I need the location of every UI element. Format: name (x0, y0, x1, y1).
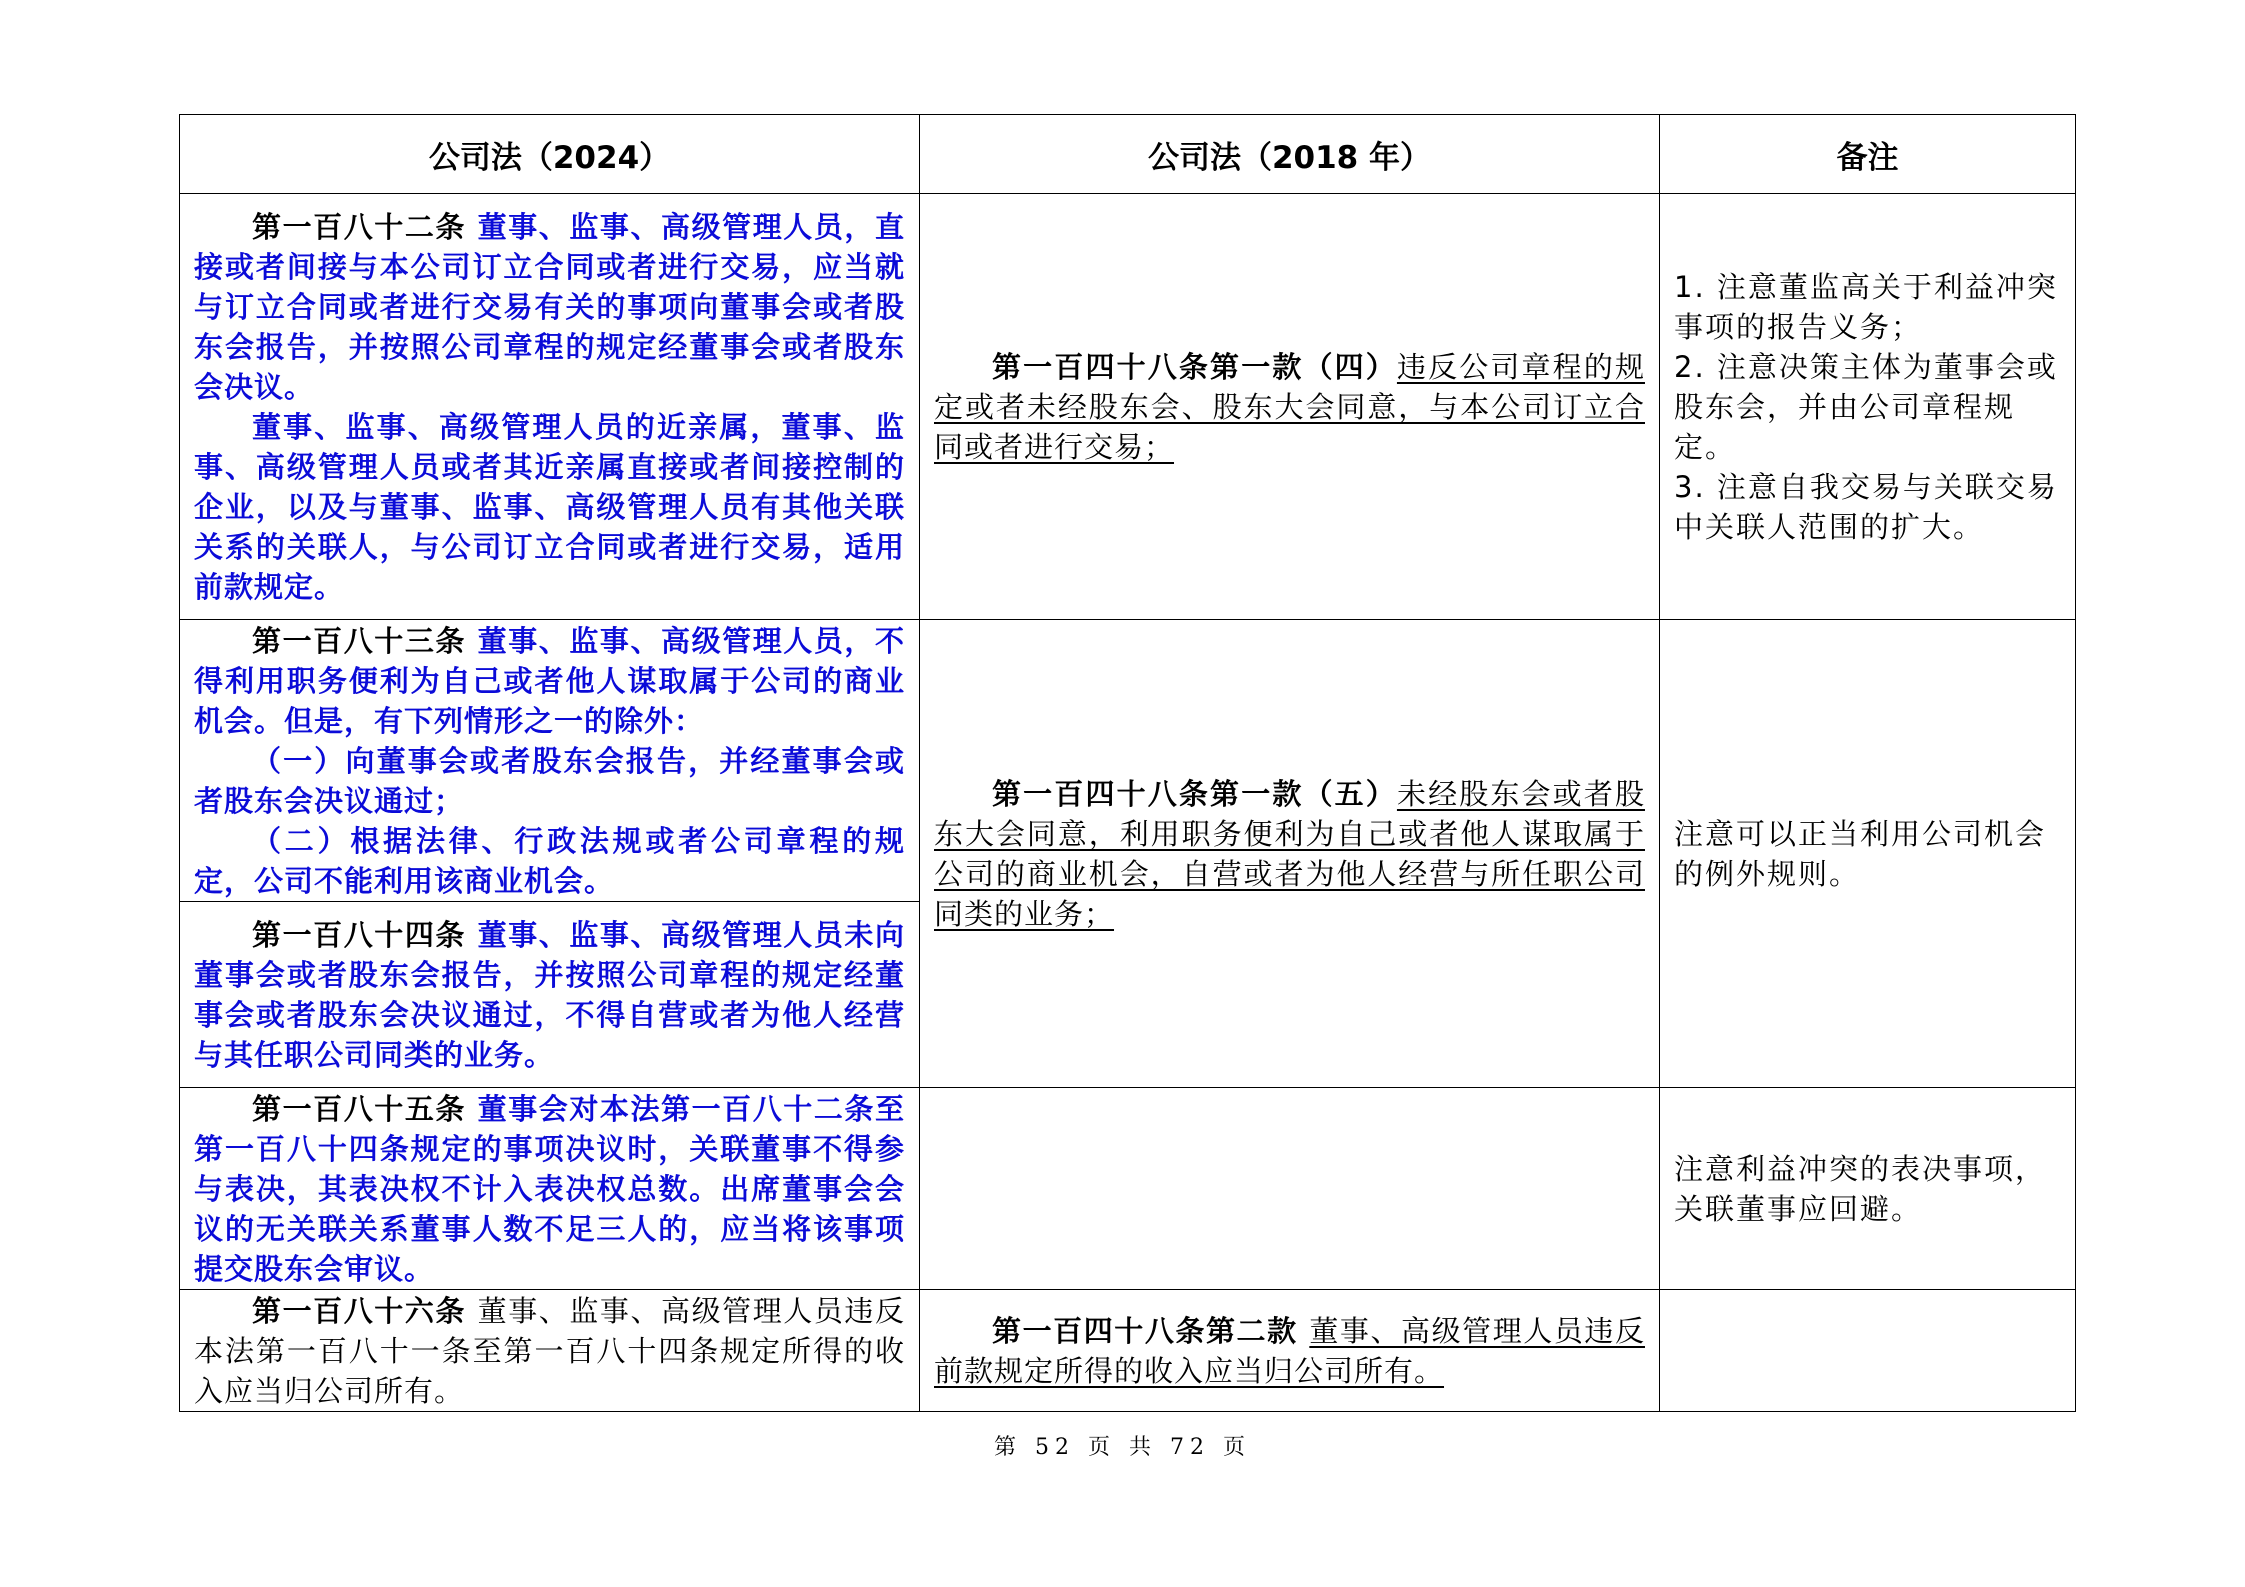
article-paragraph (194, 621, 905, 741)
article-paragraph (194, 915, 905, 1075)
old-article-paragraph (934, 347, 1645, 467)
old-law-cell (920, 1290, 1660, 1412)
article-title: 第一百八十二条 (252, 209, 478, 244)
table-row (180, 620, 2076, 902)
article-paragraph (194, 821, 905, 901)
old-article-paragraph (934, 1311, 1645, 1391)
header-2024: 公司法（2024） (180, 115, 920, 194)
article-text: 董事、监事、高级管理人员的近亲属，董事、监事、高级管理人员或者其近亲属直接或者间接控制的企业，以及与董事、监事、高级管理人员有其他关联关系的关联人，与公司订立合同或者进行交易，适用前款规定。 (194, 409, 905, 604)
old-article-title: 第一百四十八条第一款（四） (992, 349, 1397, 384)
old-article-title: 第一百四十八条第一款（五） (992, 776, 1397, 811)
notes-cell (1660, 620, 2076, 1088)
notes-cell (1660, 1290, 2076, 1412)
comparison-table (179, 114, 2076, 1412)
header-2018: 公司法（2018 年） (920, 115, 1660, 194)
article-title: 第一百八十三条 (252, 623, 478, 658)
article-paragraph (194, 207, 905, 407)
table-row (180, 194, 2076, 620)
article-title: 第一百八十五条 (252, 1091, 478, 1126)
old-law-cell (920, 620, 1660, 1088)
note-line: 1. 注意董监高关于利益冲突事项的报告义务； (1674, 269, 2058, 344)
article-paragraph (194, 1291, 905, 1411)
article-text: 董事、监事、高级管理人员，不得利用职务便利为自己或者他人谋取属于公司的商业机会。但是，有下列情形之一的除外： (194, 623, 905, 738)
note-line: 注意可以正当利用公司机会的例外规则。 (1674, 816, 2047, 891)
old-article-text: 未经股东会或者股东大会同意，利用职务便利为自己或者他人谋取属于公司的商业机会，自营或者为他人经营与所任职公司同类的业务； (934, 776, 1645, 931)
note-line: 2. 注意决策主体为董事会或股东会，并由公司章程规定。 (1674, 349, 2058, 464)
table-row (180, 1290, 2076, 1412)
new-law-cell (180, 194, 920, 620)
article-text: 董事会对本法第一百八十二条至第一百八十四条规定的事项决议时，关联董事不得参与表决，其表决权不计入表决权总数。出席董事会会议的无关联关系董事人数不足三人的，应当将该事项提交股东会审议。 (194, 1091, 905, 1286)
article-title: 第一百八十六条 (252, 1293, 478, 1328)
article-paragraph (194, 741, 905, 821)
article-text: 董事、监事、高级管理人员违反本法第一百八十一条至第一百八十四条规定所得的收入应当归公司所有。 (194, 1293, 905, 1408)
new-law-cell (180, 1290, 920, 1412)
new-law-cell (180, 1088, 920, 1290)
article-text: 董事、监事、高级管理人员，直接或者间接与本公司订立合同或者进行交易，应当就与订立合同或者进行交易有关的事项向董事会或者股东会报告，并按照公司章程的规定经董事会或者股东会决议。 (194, 209, 905, 404)
table-row (180, 1088, 2076, 1290)
new-law-cell (180, 902, 920, 1088)
article-paragraph (194, 407, 905, 607)
article-paragraph (194, 1089, 905, 1289)
article-title: 第一百八十四条 (252, 917, 478, 952)
page-footer: 第 52 页 共 72 页 (994, 1435, 1251, 1460)
note-line: 注意利益冲突的表决事项，关联董事应回避。 (1674, 1151, 2047, 1226)
article-text: （一）向董事会或者股东会报告，并经董事会或者股东会决议通过； (194, 743, 905, 818)
old-article-title: 第一百四十八条第二款 (992, 1313, 1310, 1348)
old-law-cell (920, 1088, 1660, 1290)
header-notes: 备注 (1660, 115, 2076, 194)
article-text: 董事、监事、高级管理人员未向董事会或者股东会报告，并按照公司章程的规定经董事会或者股东会决议通过，不得自营或者为他人经营与其任职公司同类的业务。 (194, 917, 905, 1072)
note-line: 3. 注意自我交易与关联交易中关联人范围的扩大。 (1674, 469, 2058, 544)
article-text: （二）根据法律、行政法规或者公司章程的规定，公司不能利用该商业机会。 (194, 823, 905, 898)
old-article-text: 违反公司章程的规定或者未经股东会、股东大会同意，与本公司订立合同或者进行交易； (934, 349, 1645, 464)
new-law-cell (180, 620, 920, 902)
old-law-cell (920, 194, 1660, 620)
old-article-text: 董事、高级管理人员违反前款规定所得的收入应当归公司所有。 (934, 1313, 1645, 1388)
notes-cell (1660, 1088, 2076, 1290)
table-header-row (180, 115, 2076, 194)
old-article-paragraph (934, 774, 1645, 934)
notes-cell (1660, 194, 2076, 620)
